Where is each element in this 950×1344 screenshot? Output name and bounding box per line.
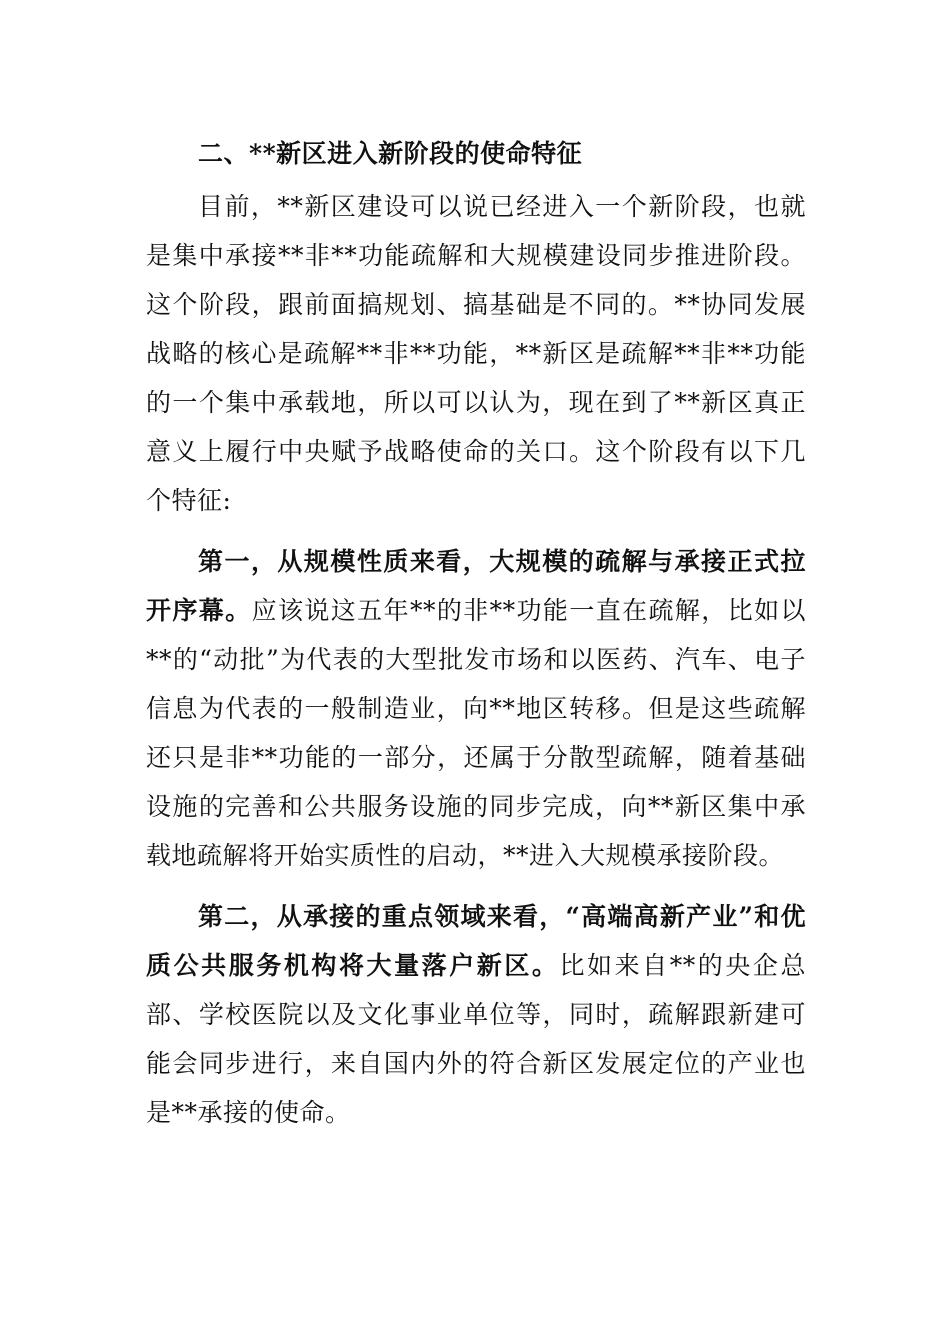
paragraph-first-feature-lead: 第一，从规模性质来看，大规模的疏解与承接正式拉开序幕。: [146, 547, 806, 625]
paragraph-first-feature-text: 应该说这五年**的非**功能一直在疏解，比如以**的“动批”为代表的大型批发市场和以医药、汽车、电子信息为代表的一般制造业，向**地区转移。但是这些疏解还只是非**功能的一部分，还属于分散型疏解，随着基础设施的完善和公共服务设施的同步完成，向**新区集中承载地疏解将开始实质性的启动，**进入大规模承接阶段。: [146, 596, 806, 870]
paragraph-intro: [146, 182, 806, 525]
paragraph-second-feature-lead: 第二，从承接的重点领域来看，“高端高新产业”和优质公共服务机构将大量落户新区。: [146, 902, 806, 980]
paragraph-first-feature: [146, 537, 806, 880]
document-body: [146, 129, 806, 1137]
paragraph-intro-text: 目前，**新区建设可以说已经进入一个新阶段，也就是集中承接**非**功能疏解和大规模建设同步推进阶段。这个阶段，跟前面搞规划、搞基础是不同的。**协同发展战略的核心是疏解**非**功能，**新区是疏解**非**功能的一个集中承载地，所以可以认为，现在到了**新区真正意义上履行中央赋予战略使命的关口。这个阶段有以下几个特征:: [146, 192, 806, 515]
paragraph-second-feature: [146, 892, 806, 1137]
section-heading: 二、**新区进入新阶段的使命特征: [198, 139, 583, 168]
paragraph-second-feature-text: 比如来自**的央企总部、学校医院以及文化事业单位等，同时，疏解跟新建可能会同步进行，来自国内外的符合新区发展定位的产业也是**承接的使命。: [146, 951, 806, 1127]
